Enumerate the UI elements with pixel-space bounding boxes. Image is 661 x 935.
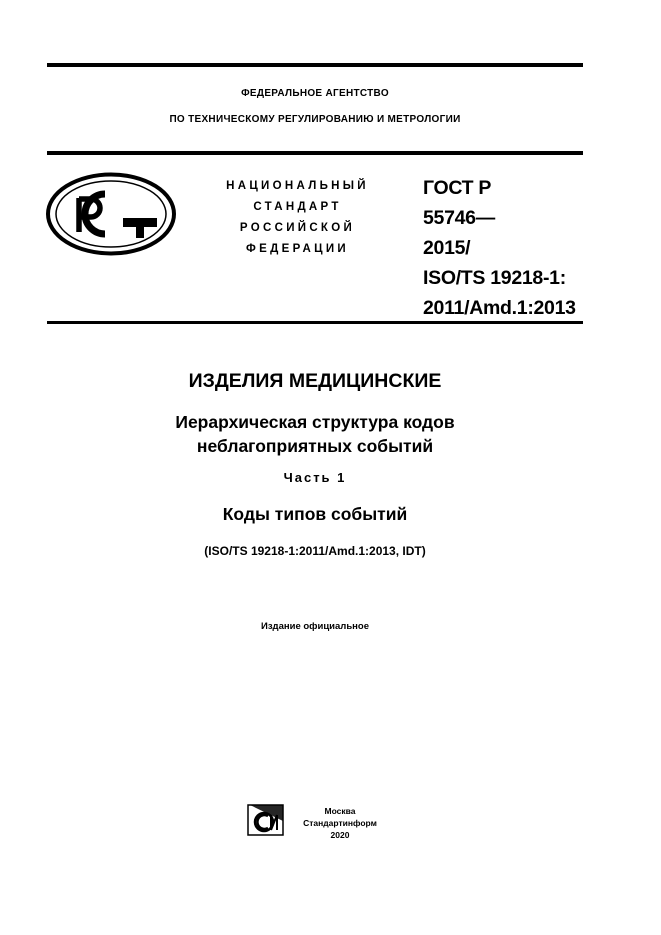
- publisher-city: Москва: [324, 806, 356, 816]
- iso-reference: (ISO/TS 19218-1:2011/Amd.1:2013, IDT): [204, 544, 426, 558]
- national-line-3: РОССИЙСКОЙ: [239, 222, 356, 234]
- part-number: Часть 1: [283, 470, 347, 485]
- designation-line-5: 2011/Amd.1:2013: [423, 297, 576, 319]
- subtitle-line-2: неблагоприятных событий: [196, 436, 434, 456]
- agency-line-1: ФЕДЕРАЛЬНОЕ АГЕНТСТВО: [241, 88, 389, 99]
- standard-designation: [423, 173, 576, 323]
- document-subtitle: [47, 410, 583, 458]
- publisher-info: [292, 805, 388, 841]
- designation-line-2: 55746—: [423, 207, 495, 229]
- standard-bottom-rule: [47, 321, 583, 324]
- publisher-name: Стандартинформ: [303, 818, 377, 828]
- agency-bottom-rule: [47, 151, 583, 155]
- national-line-1: НАЦИОНАЛЬНЫЙ: [226, 180, 369, 192]
- national-line-2: СТАНДАРТ: [253, 201, 342, 213]
- designation-line-3: 2015/: [423, 237, 471, 259]
- designation-line-1: ГОСТ Р: [423, 177, 492, 199]
- designation-line-4: ISO/TS 19218-1:: [423, 267, 566, 289]
- subtitle-line-1: Иерархическая структура кодов: [175, 412, 455, 432]
- edition-label: Издание официальное: [261, 621, 369, 632]
- document-title: ИЗДЕЛИЯ МЕДИЦИНСКИЕ: [188, 370, 442, 392]
- publisher-year: 2020: [330, 830, 350, 840]
- rst-gost-logo-icon: [45, 172, 177, 261]
- national-standard-label: [205, 176, 390, 260]
- top-rule: [47, 63, 583, 67]
- standartinform-logo-icon: [247, 803, 287, 842]
- part-title: Коды типов событий: [222, 504, 408, 524]
- national-line-4: ФЕДЕРАЦИИ: [246, 243, 349, 255]
- agency-line-2: ПО ТЕХНИЧЕСКОМУ РЕГУЛИРОВАНИЮ И МЕТРОЛОГИИ: [169, 114, 461, 125]
